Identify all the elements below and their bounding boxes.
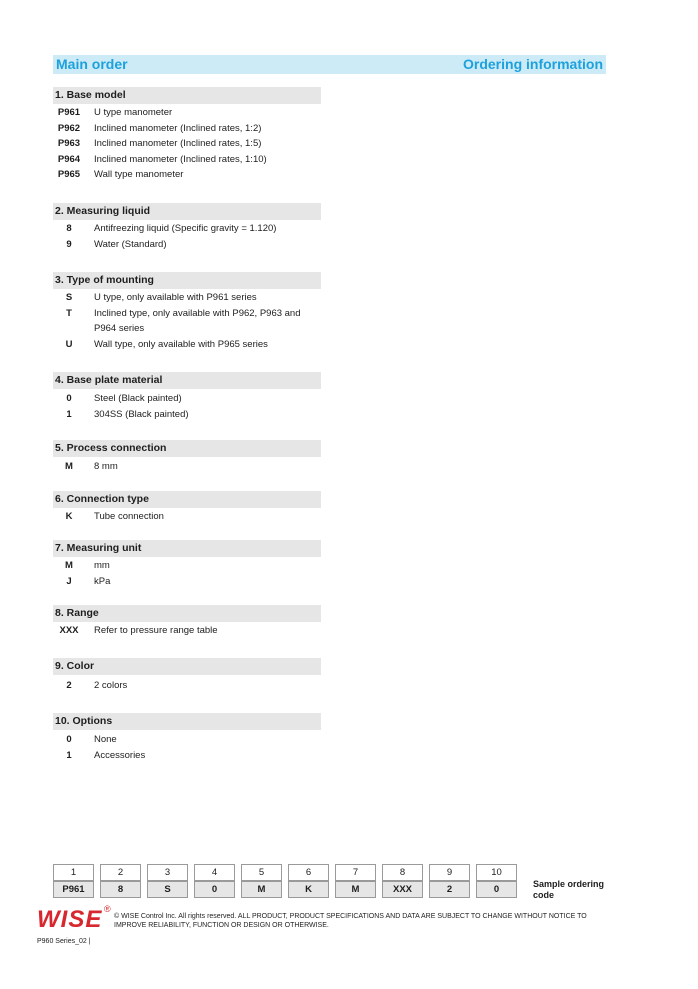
section-heading: 6. Connection type [53, 491, 321, 508]
section-4 [53, 372, 321, 420]
page-title: Ordering information [463, 56, 603, 72]
code-position-cell: 5 [241, 864, 282, 881]
code-position-cell: 8 [382, 864, 423, 881]
option-code: K [65, 511, 73, 522]
copyright-notice: © WISE Control Inc. All rights reserved. ALL PRODUCT, PRODUCT SPECIFICATIONS AND DATA ARE SUBJECT TO CHANGE WITHOUT NOTICE TO IMPROVE RELIABILITY, FUNCTION OR DESIGN OR OTHERWISE. [114, 913, 587, 929]
code-position-cell: 4 [194, 864, 235, 881]
option-row [53, 337, 324, 353]
option-description: None [94, 734, 117, 745]
section-heading: 8. Range [53, 605, 321, 622]
code-value-cell: 2 [429, 881, 470, 898]
section-rows [53, 678, 324, 694]
code-value-cell: P961 [53, 881, 94, 898]
option-row [53, 167, 324, 183]
option-description: Inclined manometer (Inclined rates, 1:10) [94, 153, 267, 165]
option-code: 8 [66, 223, 72, 234]
code-position-cell: 9 [429, 864, 470, 881]
option-description: Inclined type, only available with P962, P963 and P964 series [94, 307, 301, 334]
option-code: 0 [66, 393, 72, 404]
section-heading: 10. Options [53, 713, 321, 730]
option-code: J [66, 575, 72, 587]
section-6 [53, 491, 321, 522]
section-5 [53, 440, 321, 472]
section-rows [53, 105, 324, 183]
option-description: Steel (Black painted) [94, 393, 182, 404]
option-code: P963 [57, 138, 81, 149]
option-row [53, 623, 324, 639]
code-value-cell: K [288, 881, 329, 898]
section-9 [53, 658, 321, 691]
option-row [53, 221, 324, 237]
page-separator: | [88, 938, 91, 945]
code-value-cell: XXX [382, 881, 423, 898]
section-7 [53, 540, 321, 587]
option-description: 304SS (Black painted) [94, 408, 189, 420]
option-code: P964 [57, 153, 81, 165]
page-section-title: Main order [56, 56, 128, 72]
code-position-cell: 6 [288, 864, 329, 881]
option-row [53, 290, 324, 306]
header-bar [53, 55, 606, 74]
section-2 [53, 203, 321, 250]
section-heading: 9. Color [53, 658, 321, 675]
option-code: XXX [59, 625, 79, 636]
section-8 [53, 605, 321, 636]
section-heading: 5. Process connection [53, 440, 321, 457]
code-position-cell: 2 [100, 864, 141, 881]
option-row [53, 509, 324, 525]
code-value-cell: M [241, 881, 282, 898]
option-row [53, 678, 324, 694]
section-rows [53, 558, 324, 589]
section-1 [53, 87, 321, 180]
option-description: 2 colors [94, 680, 128, 691]
option-row [53, 407, 324, 423]
option-description: U type manometer [94, 107, 173, 118]
option-description: Refer to pressure range table [94, 625, 218, 636]
option-code: M [65, 560, 73, 571]
option-description: Accessories [94, 749, 146, 761]
code-value-cell: S [147, 881, 188, 898]
section-rows [53, 459, 324, 475]
option-code: P962 [57, 122, 81, 134]
option-row [53, 152, 324, 168]
page-label [37, 938, 91, 945]
option-code: 9 [66, 238, 72, 250]
section-rows [53, 623, 324, 639]
sample-code-label: Sample ordering code [533, 879, 605, 900]
option-row [53, 748, 324, 764]
section-heading: 7. Measuring unit [53, 540, 321, 557]
section-3 [53, 272, 321, 350]
code-position-cell: 10 [476, 864, 517, 881]
wise-logo: WISE [37, 906, 103, 933]
page-label-text: P960 Series_02 [37, 938, 87, 945]
option-code: S [65, 292, 73, 303]
option-code: U [65, 338, 73, 350]
option-row [53, 558, 324, 574]
section-rows [53, 221, 324, 252]
option-description: kPa [94, 575, 111, 587]
option-code: P961 [57, 107, 81, 118]
section-rows [53, 391, 324, 422]
option-description: Inclined manometer (Inclined rates, 1:5) [94, 138, 262, 149]
option-code: 1 [66, 749, 72, 761]
section-heading: 2. Measuring liquid [53, 203, 321, 220]
option-row [53, 121, 324, 137]
section-rows [53, 290, 324, 352]
section-10 [53, 713, 321, 761]
option-row [53, 732, 324, 748]
code-position-cell: 1 [53, 864, 94, 881]
option-code: P965 [57, 169, 81, 180]
option-description: Water (Standard) [94, 238, 167, 250]
registered-mark: ® [104, 904, 111, 914]
option-row [53, 459, 324, 475]
option-row [53, 136, 324, 152]
code-value-cell: 0 [476, 881, 517, 898]
section-rows [53, 732, 324, 763]
section-rows [53, 509, 324, 525]
option-code: 0 [66, 734, 72, 745]
option-code: 1 [66, 408, 72, 420]
option-description: 8 mm [94, 461, 118, 472]
option-description: Wall type manometer [94, 169, 184, 180]
option-description: U type, only available with P961 series [94, 292, 257, 303]
section-heading: 1. Base model [53, 87, 321, 104]
option-description: Tube connection [94, 511, 164, 522]
option-row [53, 391, 324, 407]
code-value-cell: 8 [100, 881, 141, 898]
option-code: 2 [66, 680, 72, 691]
option-code: T [66, 307, 72, 319]
option-code: M [65, 461, 73, 472]
code-position-cell: 7 [335, 864, 376, 881]
option-description: Antifreezing liquid (Specific gravity = 1.120) [94, 223, 277, 234]
option-row [53, 574, 324, 590]
code-value-cell: 0 [194, 881, 235, 898]
section-heading: 3. Type of mounting [53, 272, 321, 289]
option-row [53, 237, 324, 253]
option-description: Wall type, only available with P965 series [94, 338, 268, 350]
code-value-cell: M [335, 881, 376, 898]
option-description: mm [94, 560, 110, 571]
section-heading: 4. Base plate material [53, 372, 321, 389]
code-position-cell: 3 [147, 864, 188, 881]
option-row [53, 105, 324, 121]
option-row [53, 306, 324, 337]
option-description: Inclined manometer (Inclined rates, 1:2) [94, 122, 262, 134]
